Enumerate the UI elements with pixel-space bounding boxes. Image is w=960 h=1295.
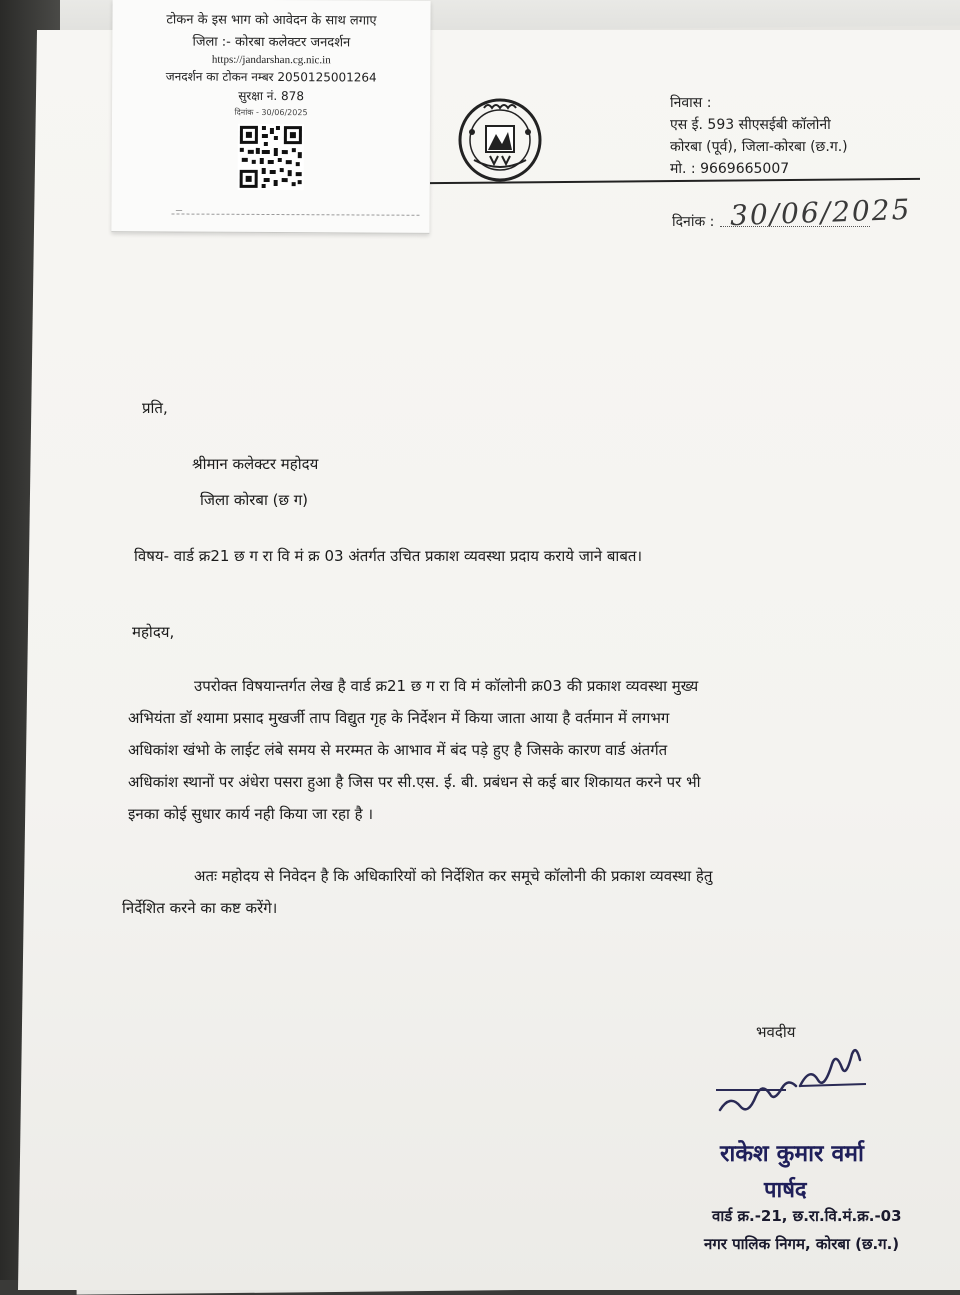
address-line-2: कोरबा (पूर्व), जिला-कोरबा (छ.ग.) (670, 139, 848, 155)
sender-name: राकेश कुमार वर्मा (720, 1141, 864, 1167)
para2-line: अतः महोदय से निवेदन है कि अधिकारियों को निर्देशित कर समूचे कॉलोनी की प्रकाश व्यवस्था हेतु (194, 867, 713, 885)
para1-line: अभियंता डॉ श्यामा प्रसाद मुखर्जी ताप विद्युत गृह के निर्देशन में किया जाता आया है वर्तमान में लगभग (128, 709, 670, 727)
sender-ward: वार्ड क्र.-21, छ.रा.वि.मं.क्र.-03 (712, 1207, 902, 1225)
recipient-line-2: जिला कोरबा (छ ग) (200, 491, 309, 509)
token-line-url: https://jandarshan.cg.nic.in (211, 53, 331, 67)
token-signature-line (171, 213, 419, 215)
sender-title: पार्षद (764, 1178, 807, 1203)
token-line-district: जिला :- कोरबा कलेक्टर जनदर्शन (192, 34, 351, 51)
para1-line: इनका कोई सुधार कार्य नही किया जा रहा है । (128, 805, 374, 823)
date-value: 30/06/2025 (729, 192, 912, 233)
token-line-date: दिनांक - 30/06/2025 (234, 107, 308, 118)
body-paragraph-2 (122, 860, 712, 924)
closing-text: भवदीय (756, 1023, 796, 1041)
address-label: निवास : (670, 95, 712, 111)
body-paragraph-1 (128, 670, 701, 830)
sender-office: नगर पालिक निगम, कोरबा (छ.ग.) (704, 1235, 900, 1253)
handwritten-signature (716, 1046, 876, 1126)
date-label: दिनांक : (672, 214, 715, 230)
token-line-number: जनदर्शन का टोकन नम्बर 2050125001264 (165, 69, 377, 85)
token-line-security: सुरक्षा नं. 878 (238, 88, 305, 104)
salutation: महोदय, (132, 623, 175, 641)
date-dotted-line (720, 226, 870, 227)
to-label: प्रति, (142, 399, 168, 417)
mobile-number: मो. : 9669665007 (670, 161, 790, 177)
address-line-1: एस ई. 593 सीएसईबी कॉलोनी (670, 117, 831, 133)
recipient-line-1: श्रीमान कलेक्टर महोदय (192, 455, 319, 473)
letterhead-address (670, 92, 848, 180)
token-signature-mark: — (175, 206, 183, 215)
para2-line: निर्देशित करने का कष्ट करेंगे। (122, 899, 278, 917)
subject-line: विषय- वार्ड क्र21 छ ग रा वि मं क्र 03 अंतर्गत उचित प्रकाश व्यवस्था प्रदाय कराये जाने बाबत। (134, 547, 643, 565)
jandarshan-token-slip (111, 0, 430, 234)
para1-line: अधिकांश स्थानों पर अंधेरा पसरा हुआ है जिस पर सी.एस. ई. बी. प्रबंधन से कई बार शिकायत करने पर भी (128, 773, 701, 791)
municipal-emblem-icon (454, 94, 550, 186)
para1-line: उपरोक्त विषयान्तर्गत लेख है वार्ड क्र21 छ ग रा वि मं कॉलोनी क्र03 की प्रकाश व्यवस्था मुख्य (194, 677, 699, 695)
qr-code-icon (238, 124, 304, 190)
token-line-instruction: टोकन के इस भाग को आवेदन के साथ लगाए (166, 12, 377, 29)
para1-line: अधिकांश खंभो के लाईट लंबे समय से मरम्मत के आभाव में बंद पड़े हुए है जिसके कारण वार्ड अंतर्गत (128, 741, 668, 759)
